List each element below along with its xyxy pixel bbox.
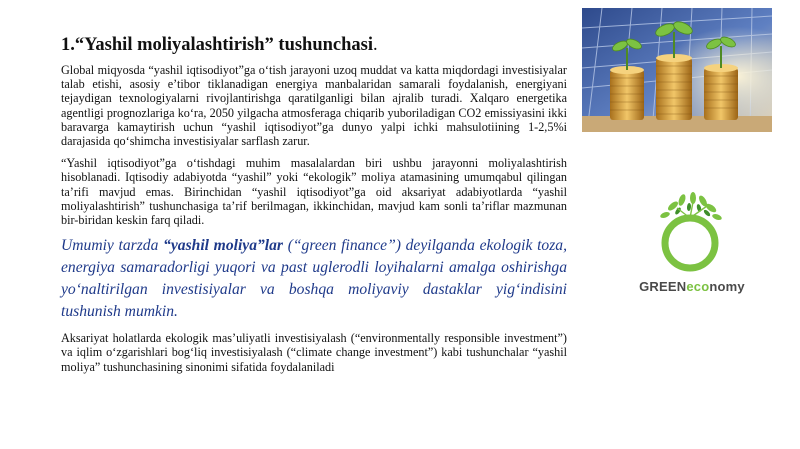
emphasis-bold-term: “yashil moliya”lar xyxy=(163,237,283,255)
paragraph-2: “Yashil iqtisodiyot”ga o‘tishdagi muhim masalalardan biri ushbu jarayonni moliyalashtirish hisoblanadi. Iqtisodiy adabiyotda “yashil” yoki “ekologik” moliya atamasining umumqabul qilingan ta’rifi mavjud emas. Birinchidan “yashil iqtisodiyot”ga oid aksariyat adabiyotlarda “yashil moliyalashtirish” tushunchasiga ta’rif berilmagan, ikkinchidan, mavjud kam sonli ta’riflar mazmunan bir-biridan keskin farq qiladi. xyxy=(61,156,567,228)
paragraph-1: Global miqyosda “yashil iqtisodiyot”ga o‘tish jarayoni uzoq muddat va katta miqdordagi investisiyalar talab etishi, asosiy e’tibor tiklanadigan energiya manbalaridan samarali foydalanish, energiyani tejaydigan texnologiyalarni rivojlantirishga qaratilganligi bilan ajralib turadi. Xalqaro energetika agentligi prognozlariga ko‘ra, 2050 yilgacha atmosferaga chiqarib yuboriladigan CO2 emissiyasini ikki baravarga kamaytirish uchun “yashil iqtisodiyot”ga dunyo yalpi ichki mahsulotiining 1-2,5%i darajasida qo‘shimcha investisiyalar sarflash zarur. xyxy=(61,63,567,149)
solar-panels-coins-sprouts-image xyxy=(582,8,772,132)
slide-title xyxy=(61,34,567,56)
slide-title-text: 1.“Yashil moliyalashtirish” tushunchasi xyxy=(61,35,374,55)
paragraph-3: Aksariyat holatlarda ekologik mas’uliyatli investisiyalash (“environmentally responsible investment”) va iqlim o‘zgarishlari bog‘liq investisiyalash (“climate change investment”) kabi tushunchalar “yashil moliya” tushunchasining sinonimi sifatida foydalaniladi xyxy=(61,331,567,374)
logo-text-eco: eco xyxy=(686,279,710,294)
slide-title-dot: . xyxy=(373,35,378,55)
emphasis-rest: (“green finance”) deyilganda ekologik toza, energiya samaradorligi yuqori va past uglerodli loyihalarni amalga oshirishga yo‘naltirilgan investisiyalar va boshqa moliyaviy dastaklar yig‘indisini tushunish mumkin. xyxy=(61,237,567,321)
green-economy-logo xyxy=(627,190,757,305)
logo-text-nomy: nomy xyxy=(709,279,745,294)
green-economy-leaf-ring-icon xyxy=(627,190,757,280)
logo-text-green: GREEN xyxy=(639,279,687,294)
emphasis-prefix: Umumiy tarzda xyxy=(61,237,164,255)
green-economy-wordmark xyxy=(627,279,757,294)
emphasis-paragraph xyxy=(61,235,567,323)
slide-content xyxy=(61,34,567,382)
